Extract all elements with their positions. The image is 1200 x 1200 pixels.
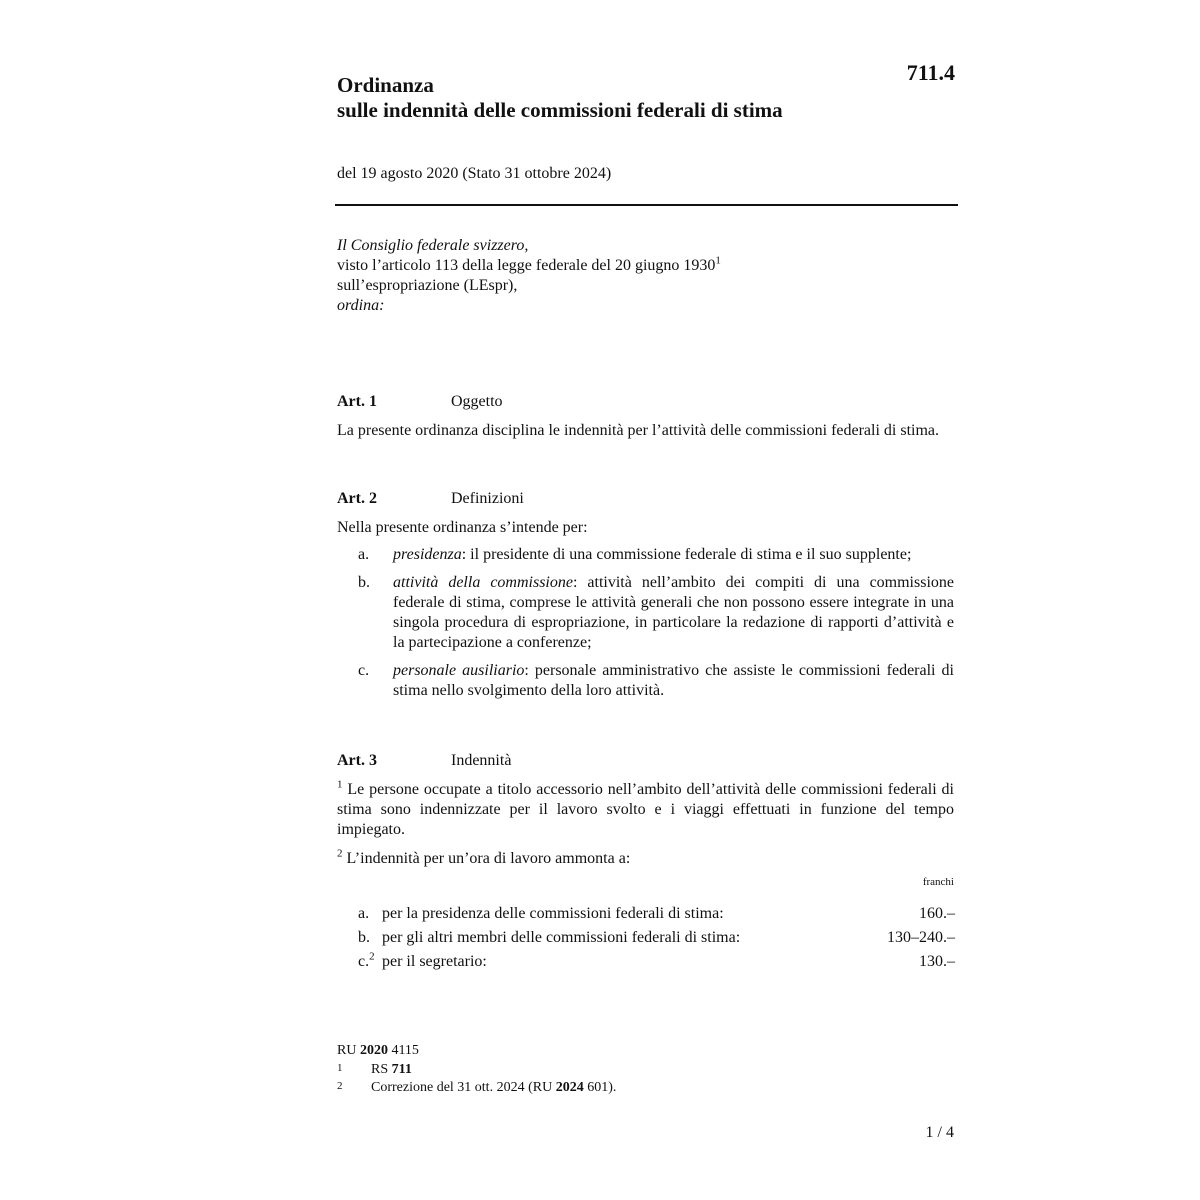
- table-row: [358, 952, 955, 976]
- article-2-heading: [337, 490, 957, 508]
- fee-amount: 130.–: [919, 953, 955, 970]
- list-item-label: b.: [358, 574, 370, 591]
- footnote-1: [337, 1062, 412, 1078]
- fee-table: [358, 904, 955, 976]
- page-number: 1 / 4: [925, 1124, 954, 1141]
- preamble-basis: [337, 256, 957, 276]
- list-item: [337, 573, 954, 653]
- paragraph-number: 1: [337, 778, 343, 791]
- paragraph-text: Le persone occupate a titolo accessorio nell’ambito dell’attività delle commissioni federali di stima sono indennizzate per il lavoro svolto e i viaggi effettuati in funzione del tempo impiegato.: [337, 781, 954, 838]
- fee-label: b.: [358, 929, 370, 946]
- footnote-number: 1: [337, 1062, 343, 1074]
- fee-description: per gli altri membri delle commissioni federali di stima:: [382, 929, 741, 946]
- footnote-2: [337, 1080, 616, 1096]
- definition-text: : personale amministrativo che assiste le commissioni federali di stima nello svolgimento della loro attività.: [393, 662, 954, 699]
- article-3-title: Indennità: [451, 752, 512, 769]
- document-number: 711.4: [906, 60, 955, 85]
- footnote-text: RS 711: [371, 1062, 412, 1077]
- definition-term: presidenza: [393, 546, 462, 563]
- article-1-text: La presente ordinanza disciplina le indennità per l’attività delle commissioni federali di stima.: [337, 422, 940, 439]
- preamble-basis-line2: sull’espropriazione (LEspr),: [337, 277, 518, 294]
- list-item-label: c.: [358, 662, 370, 679]
- article-1-title: Oggetto: [451, 393, 503, 410]
- list-item-label: a.: [358, 546, 370, 563]
- paragraph-number: 2: [337, 847, 343, 860]
- definition-text: : il presidente di una commissione federale di stima e il suo supplente;: [461, 546, 912, 563]
- preamble: [337, 236, 957, 316]
- article-3-heading: [337, 752, 957, 770]
- preamble-authority: Il Consiglio federale svizzero,: [337, 237, 529, 254]
- paragraph-text: L’indennità per un’ora di lavoro ammonta a:: [346, 850, 631, 867]
- article-3-paragraph-1: [337, 780, 954, 840]
- article-1-heading: [337, 393, 957, 411]
- definition-text: : attività nell’ambito dei compiti di una commissione federale di stima, comprese le attività generali che non possono essere integrate in una singola procedura di espropriazione, in particolare la redazione di rapporti d’attività e la partecipazione a conferenze;: [393, 574, 955, 651]
- list-item-text: [393, 661, 954, 701]
- article-3-paragraph-2: [337, 849, 954, 869]
- page-title: [337, 73, 783, 123]
- footnote-text: Correzione del 31 ott. 2024 (RU 2024 601).: [371, 1080, 617, 1095]
- article-2-number: Art. 2: [337, 490, 377, 507]
- fee-amount: 130–240.–: [887, 929, 955, 946]
- article-1-number: Art. 1: [337, 393, 377, 410]
- article-3-number: Art. 3: [337, 752, 377, 769]
- official-compilation-ref: RU 2020 4115: [337, 1043, 419, 1058]
- definition-term: personale ausiliario: [393, 662, 525, 679]
- preamble-basis-line1: visto l’articolo 113 della legge federale del 20 giugno 1930: [337, 257, 716, 274]
- fee-label: c.$^2$: [358, 950, 375, 970]
- definitions-list: [337, 545, 954, 709]
- fee-description: per la presidenza delle commissioni federali di stima:: [382, 905, 724, 922]
- fee-description: per il segretario:: [382, 953, 487, 970]
- table-row: [358, 928, 955, 952]
- list-item: [337, 661, 954, 701]
- list-item-text: [393, 573, 954, 653]
- article-2-intro: Nella presente ordinanza s’intende per:: [337, 519, 588, 536]
- footnote-number: 2: [337, 1080, 343, 1092]
- fee-amount: 160.–: [919, 905, 955, 922]
- currency-label: franchi: [922, 876, 954, 888]
- article-2-title: Definizioni: [451, 490, 524, 507]
- table-row: [358, 904, 955, 928]
- footnote-ref-2[interactable]: 2: [369, 950, 375, 963]
- preamble-decree: ordina:: [337, 297, 385, 314]
- list-item-text: [393, 545, 954, 565]
- list-item: [337, 545, 954, 565]
- footnote-ref-1[interactable]: 1: [715, 254, 721, 267]
- definition-term: attività della commissione: [393, 574, 573, 591]
- document-date: del 19 agosto 2020 (Stato 31 ottobre 2024): [337, 165, 612, 182]
- title-line-2: sulle indennità delle commissioni federali di stima: [337, 98, 783, 122]
- title-divider: [335, 204, 958, 206]
- fee-label: a.: [358, 905, 370, 922]
- title-line-1: Ordinanza: [337, 73, 434, 97]
